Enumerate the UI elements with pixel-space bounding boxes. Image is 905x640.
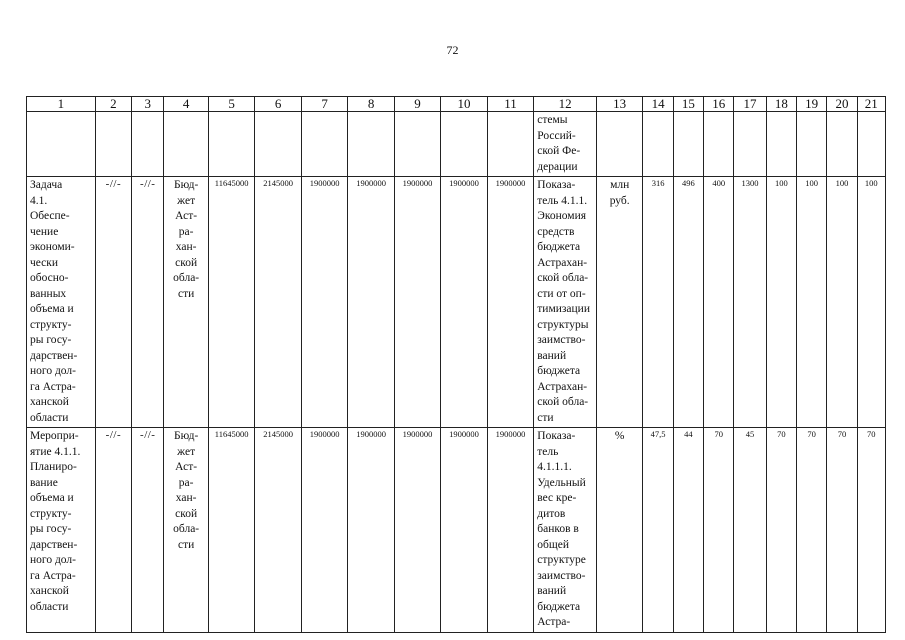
value-cell: 70 (796, 428, 826, 633)
value-cell (766, 112, 796, 177)
unit-cell (596, 112, 642, 177)
column-header: 8 (348, 97, 394, 112)
value-cell (857, 112, 885, 177)
value-cell (673, 112, 703, 177)
amount-cell: 2145000 (255, 177, 301, 428)
column-header: 14 (643, 97, 673, 112)
value-cell: 70 (827, 428, 857, 633)
column-header: 20 (827, 97, 857, 112)
amount-cell: 1900000 (487, 428, 533, 633)
column-header: 15 (673, 97, 703, 112)
objective-cell (27, 112, 96, 177)
indicator-cell: Показа- тель 4.1.1.1. Удельный вес кре- дитов банков в общей структуре заимство- ваний бюджета Астра- (534, 428, 597, 633)
amount-cell: 1900000 (441, 177, 487, 428)
amount-cell (394, 112, 440, 177)
funding-source-cell: Бюд- жет Аст- ра- хан- ской обла- сти (164, 428, 208, 633)
value-cell (827, 112, 857, 177)
value-cell: 100 (766, 177, 796, 428)
column-header: 1 (27, 97, 96, 112)
value-cell: 1300 (734, 177, 766, 428)
value-cell: 400 (704, 177, 734, 428)
value-cell: 44 (673, 428, 703, 633)
value-cell: 496 (673, 177, 703, 428)
column-header: 13 (596, 97, 642, 112)
amount-cell (487, 112, 533, 177)
ditto-cell: -//- (132, 428, 164, 633)
amount-cell (301, 112, 347, 177)
unit-cell: % (596, 428, 642, 633)
column-header: 21 (857, 97, 885, 112)
objective-cell: Задача 4.1. Обеспе- чение экономи- чески обосно- ванных объема и структу- ры госу- дарствен- ного дол- га Астра- ханской области (27, 177, 96, 428)
amount-cell: 1900000 (348, 177, 394, 428)
value-cell: 70 (857, 428, 885, 633)
amount-cell: 11645000 (208, 177, 254, 428)
amount-cell (348, 112, 394, 177)
column-header: 6 (255, 97, 301, 112)
value-cell (704, 112, 734, 177)
value-cell: 70 (704, 428, 734, 633)
funding-source-cell (164, 112, 208, 177)
column-header: 12 (534, 97, 597, 112)
amount-cell: 1900000 (394, 428, 440, 633)
column-header: 2 (95, 97, 131, 112)
value-cell: 47,5 (643, 428, 673, 633)
indicator-cell: Показа- тель 4.1.1. Экономия средств бюджета Астрахан- ской обла- сти от оп- тимизации структуры заимство- ваний бюджета Астрахан- ской обла- сти (534, 177, 597, 428)
ditto-cell (95, 112, 131, 177)
value-cell (643, 112, 673, 177)
ditto-cell: -//- (95, 428, 131, 633)
amount-cell: 1900000 (394, 177, 440, 428)
column-header: 11 (487, 97, 533, 112)
column-header: 16 (704, 97, 734, 112)
value-cell: 316 (643, 177, 673, 428)
column-header: 19 (796, 97, 826, 112)
amount-cell: 1900000 (301, 177, 347, 428)
page-number: 72 (446, 43, 459, 57)
data-table (26, 96, 886, 633)
value-cell: 45 (734, 428, 766, 633)
column-header: 5 (208, 97, 254, 112)
column-header: 7 (301, 97, 347, 112)
amount-cell: 2145000 (255, 428, 301, 633)
unit-cell: млн руб. (596, 177, 642, 428)
objective-cell: Меропри- ятие 4.1.1. Планиро- вание объема и структу- ры госу- дарствен- ного дол- га Астра- ханской области (27, 428, 96, 633)
value-cell (796, 112, 826, 177)
amount-cell: 1900000 (301, 428, 347, 633)
funding-source-cell: Бюд- жет Аст- ра- хан- ской обла- сти (164, 177, 208, 428)
ditto-cell (132, 112, 164, 177)
column-header: 18 (766, 97, 796, 112)
value-cell: 100 (857, 177, 885, 428)
amount-cell (441, 112, 487, 177)
ditto-cell: -//- (95, 177, 131, 428)
amount-cell: 1900000 (441, 428, 487, 633)
column-header: 9 (394, 97, 440, 112)
amount-cell (255, 112, 301, 177)
ditto-cell: -//- (132, 177, 164, 428)
value-cell: 100 (796, 177, 826, 428)
value-cell: 100 (827, 177, 857, 428)
indicator-cell: стемы Россий- ской Фе- дерации (534, 112, 597, 177)
amount-cell: 1900000 (348, 428, 394, 633)
column-header: 4 (164, 97, 208, 112)
column-header: 10 (441, 97, 487, 112)
value-cell (734, 112, 766, 177)
amount-cell (208, 112, 254, 177)
amount-cell: 11645000 (208, 428, 254, 633)
table-row (27, 112, 886, 177)
column-header: 3 (132, 97, 164, 112)
amount-cell: 1900000 (487, 177, 533, 428)
column-header: 17 (734, 97, 766, 112)
table-row (27, 177, 886, 428)
header-row (27, 97, 886, 112)
value-cell: 70 (766, 428, 796, 633)
table-row (27, 428, 886, 633)
